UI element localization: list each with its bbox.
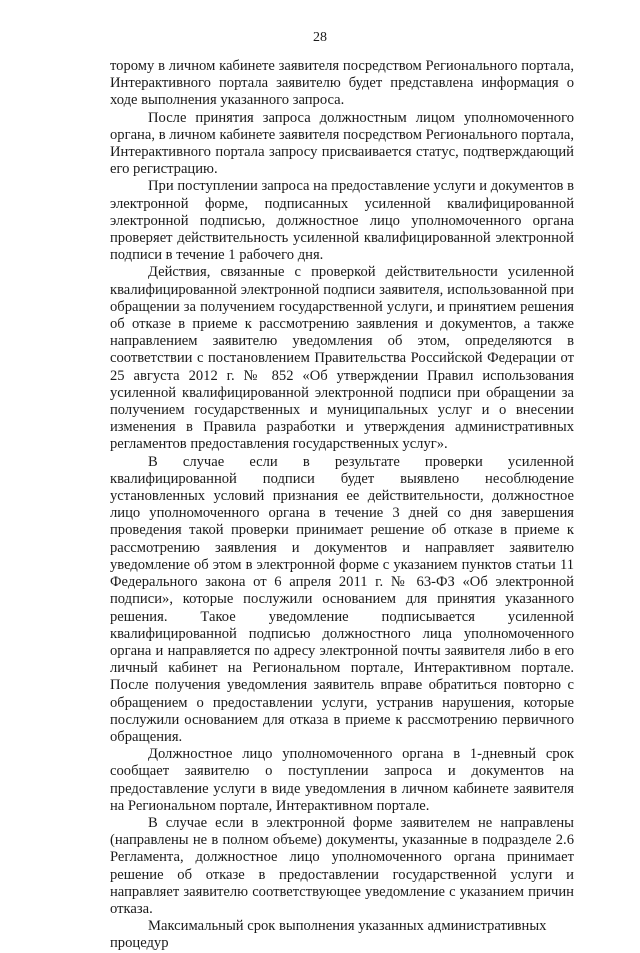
body-text xyxy=(110,58,574,953)
paragraph: После принятия запроса должностным лицом уполномоченного органа, в личном кабинете заявителя посредством Регионального портала, Интерактивного портала запросу присваивается статус, подтверждающий его регистрацию. xyxy=(110,109,574,178)
page-number: 28 xyxy=(313,30,327,45)
paragraph: торому в личном кабинете заявителя посредством Регионального портала, Интерактивного портала заявителю будет представлена информация о ходе выполнения указанного запроса. xyxy=(110,58,574,109)
paragraph: Действия, связанные с проверкой действительности усиленной квалифицированной электронной подписи заявителя, использованной при обращении за получением государственной услуги, и принятием решения об отказе в приеме к рассмотрению заявления и документов, а также направлением заявителю уведомления об этом, определяются в соответствии с постановлением Правительства Российской Федерации от 25 августа 2012 г. № 852 «Об утверждении Правил использования усиленной квалифицированной электронной подписи при обращении за получением государственных и муниципальных услуг и о внесении изменения в Правила разработки и утверждения административных регламентов предоставления государственных услуг». xyxy=(110,264,574,453)
paragraph: При поступлении запроса на предоставление услуги и документов в электронной форме, подписанных усиленной квалифицированной электронной подписью, должностное лицо уполномоченного органа проверяет действительность усиленной квалифицированной электронной подписи в течение 1 рабочего дня. xyxy=(110,178,574,264)
paragraph: В случае если в электронной форме заявителем не направлены (направлены не в полном объеме) документы, указанные в подразделе 2.6 Регламента, должностное лицо уполномоченного органа принимает решение об отказе в предоставлении государственной услуги и направляет заявителю соответствующее уведомление с указанием причин отказа. xyxy=(110,814,574,917)
paragraph: Должностное лицо уполномоченного органа в 1-дневный срок сообщает заявителю о поступлении запроса и документов на предоставление услуги в виде уведомления в личном кабинете заявителя на Региональном портале, Интерактивном портале. xyxy=(110,746,574,814)
paragraph: Максимальный срок выполнения указанных административных процедур xyxy=(110,918,547,952)
paragraph: В случае если в результате проверки усиленной квалифицированной подписи будет выявлено несоблюдение установленных условий признания ее действительности, должностное лицо уполномоченного органа в течение 3 дней со дня завершения проведения такой проверки принимает решение об отказе в приеме к рассмотрению заявления и документов и направляет заявителю уведомление об этом в электронной форме с указанием пунктов статьи 11 Федерального закона от 6 апреля 2011 г. № 63-ФЗ «Об электронной подписи», которые послужили основанием для принятия указанного решения. Такое уведомление подписывается усиленной квалифицированной подписью должностного лица уполномоченного органа и направляется по адресу электронной почты заявителя либо в его личный кабинет на Региональном портале, Интерактивном портале. После получения уведомления заявитель вправе обратиться повторно с обращением о предоставлении услуги, устранив нарушения, которые послужили основанием для отказа в приеме к рассмотрению первичного обращения. xyxy=(110,453,574,745)
